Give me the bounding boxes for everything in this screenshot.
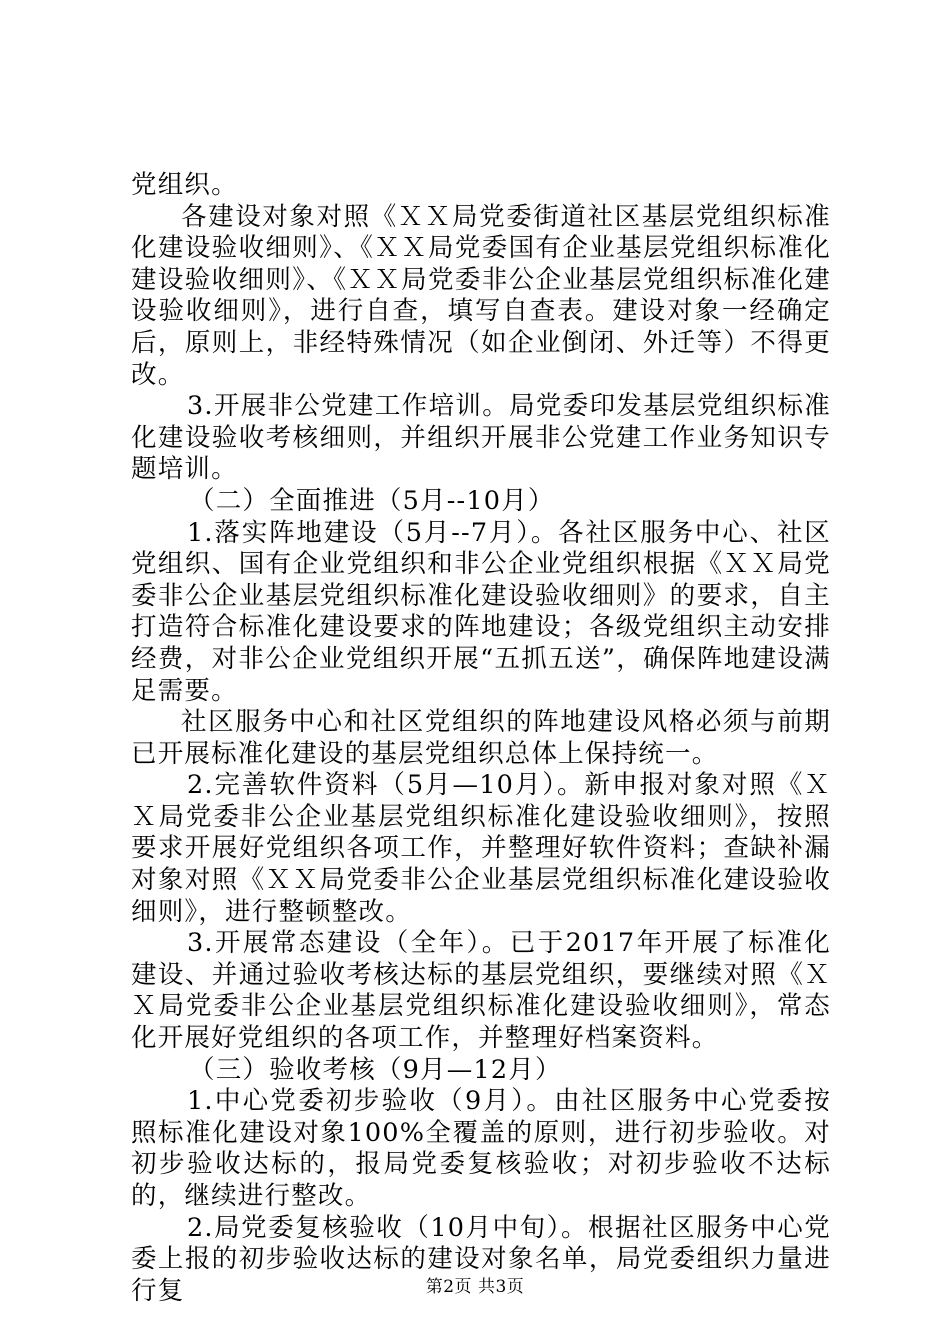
paragraph-software-materials: 2.完善软件资料（5月—10月）。新申报对象对照《ＸＸ局党委非公企业基层党组织标准化建设验收细则》，按照要求开展好党组织各项工作，并整理好软件资料；查缺补漏对象对照《ＸＸ局党委非公企业基层党组织标准化建设验收细则》，进行整顿整改。 [131, 770, 831, 927]
section-heading-acceptance: （三）验收考核（9月—12月） [189, 1054, 562, 1085]
paragraph-style-unity: 社区服务中心和社区党组织的阵地建设风格必须与前期已开展标准化建设的基层党组织总体上保持统一。 [131, 707, 831, 769]
paragraph-initial-acceptance: 1.中心党委初步验收（9月）。由社区服务中心党委按照标准化建设对象100%全覆盖的原则，进行初步验收。对初步验收达标的，报局党委复核验收；对初步验收不达标的，继续进行整改。 [131, 1086, 831, 1211]
paragraph-site-construction: 1.落实阵地建设（5月--7月）。各社区服务中心、社区党组织、国有企业党组织和非公企业党组织根据《ＸＸ局党委非公企业基层党组织标准化建设验收细则》的要求，自主打造符合标准化建设要求的阵地建设；各级党组织主动安排经费，对非公企业党组织开展“五抓五送”，确保阵地建设满足需要。 [131, 517, 831, 706]
paragraph-normal-construction: 3.开展常态建设（全年）。已于2017年开展了标准化建设、并通过验收考核达标的基层党组织，要继续对照《ＸＸ局党委非公企业基层党组织标准化建设验收细则》，常态化开展好党组织的各项工作，并整理好档案资料。 [131, 928, 831, 1054]
paragraph-review-acceptance: 2.局党委复核验收（10月中旬）。根据社区服务中心党委上报的初步验收达标的建设对象名单，局党委组织力量进行复 [131, 1212, 831, 1306]
paragraph-training: 3.开展非公党建工作培训。局党委印发基层党组织标准化建设验收考核细则，并组织开展非公党建工作业务知识专题培训。 [131, 391, 831, 485]
document-body [131, 170, 831, 1307]
paragraph-continuation: 党组织。 [131, 170, 238, 200]
paragraph-self-check: 各建设对象对照《ＸＸ局党委街道社区基层党组织标准化建设验收细则》、《ＸＸ局党委国有企业基层党组织标准化建设验收细则》、《ＸＸ局党委非公企业基层党组织标准化建设验收细则》，进行自查，填写自查表。建设对象一经确定后，原则上，非经特殊情况（如企业倒闭、外迁等）不得更改。 [131, 201, 831, 390]
section-heading-full-promotion: （二）全面推进（5月--10月） [189, 485, 555, 516]
page-footer: 第2页 共3页 [425, 1277, 525, 1297]
